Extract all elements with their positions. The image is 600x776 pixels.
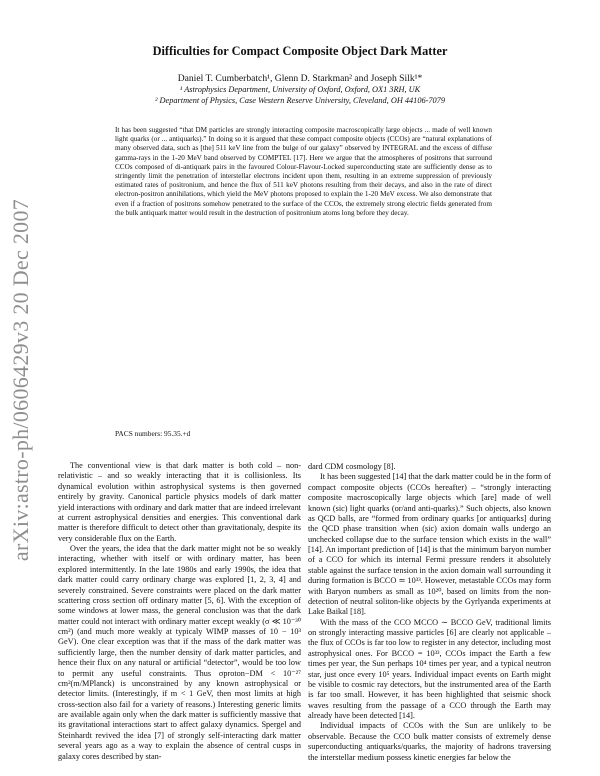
body-column-right: [308, 462, 551, 774]
arxiv-identifier: arXiv:astro-ph/0606429v3 20 Dec 2007: [8, 198, 33, 562]
body-paragraph: Individual impacts of CCOs with the Sun are unlikely to be observable. Because the CCO bulk matter consists of extremely dense superconducting antiquarks/quarks, the majority of hadrons traversing the interstellar medium possess kinetic energies far below the: [308, 721, 551, 762]
affiliation-1: ¹ Astrophysics Department, University of Oxford, Oxford, OX1 3RH, UK: [179, 85, 421, 94]
arxiv-identifier-margin: [6, 175, 36, 585]
paper-title: Difficulties for Compact Composite Object Dark Matter: [152, 44, 448, 58]
affiliation-2: ² Department of Physics, Case Western Reserve University, Cleveland, OH 44106-7079: [155, 95, 445, 105]
pacs-numbers: PACS numbers: 95.35.+d: [115, 429, 191, 438]
author-block: [60, 73, 540, 106]
body-paragraph: The conventional view is that dark matter is both cold – non-relativistic – and so weakly interacting that it is collisionless. Its dynamical evolution within astrophysical systems is then governed entirely by gravity. Canonical particle physics models of dark matter yield interactions with ordinary and dark matter that are indeed irrelevant at current astrophysical densities and energies. This conventional dark matter is therefore difficult to detect other than gravitationaly, despite its very considerable flux on the Earth.: [58, 461, 301, 543]
body-paragraph: With the mass of the CCO MCCO ∼ BCCO GeV, traditional limits on strongly interacting massive particles [6] are clearly not applicable – the flux of CCOs is far too low to register in any detector, including most astrophysical ones. For BCCO = 10³³, CCOs impact the Earth a few times per year, the Sun perhaps 10⁴ times per year, and a typical neutron star, just once every 10⁵ years. Individual impact events on Earth might be visible to cosmic ray detectors, but the instrumented area of the Earth is far too small. However, it has been highlighted that seismic shock waves resulting from the passage of a CCO through the Earth may already have been detected [14].: [308, 617, 551, 720]
abstract: It has been suggested “that DM particles are strongly interacting composite macroscopically large objects ... made of well known light quarks (or ... antiquarks).” In doing so it is argued that these compact composite objects (CCOs) are “natural explanations of many observed data, such as [the] 511 keV line from the bulge of our galaxy” observed by INTEGRAL and the excess of diffuse gamma-rays in the 1-20 MeV band observed by COMPTEL [17]. Here we argue that the atmospheres of positrons that surround CCOs composed of di-antiquark pairs in the favoured Colour-Flavour-Locked superconducting state are sufficiently dense as to stringently limit the penetration of interstellar electrons incident upon them, resulting in an extreme suppression of previously estimated rates of positronium, and hence the flux of 511 keV photons resulting from their decays, and also in the rate of direct electron-positron annihilations, which yield the MeV photons proposed to explain the 1-20 MeV excess. We also demonstrate that even if a fraction of positrons somehow penetrated to the surface of the CCOs, the extremely strong electric fields generated from the bulk antiquark matter would result in the destruction of positronium atoms long before they decay.: [115, 126, 492, 217]
body-paragraph: Over the years, the idea that the dark matter might not be so weakly interacting, whether with itself or with ordinary matter, has been explored intermittently. In the late 1980s and early 1990s, the idea that dark matter could carry ordinary charge was explored [1, 2, 3, 4] and severely constrained. Severe constraints were placed on the dark matter scattering cross section off ordinary matter [5, 6]. With the exception of some windows at lower mass, the general conclusion was that the dark matter could not interact with ordinary matter except weakly (σ ≪ 10⁻³⁰ cm²) (and much more weakly at typicaly WIMP masses of 10 − 10³ GeV). One clear exception was that if the mass of the dark matter was sufficiently large, then the number density of dark matter particles, and hence their flux on any natural or artificial “detector”, would be too low to permit any useful constraints. Thus σproton−DM < 10⁻²⁷ cm²(m/MPlanck) is unconstrained by any known astrophysical or detector limits. (Interestingly, if m < 1 GeV, then most limits at high cross-section also fail for a variety of reasons.) Interesting generic limits are available again only when the dark matter is sufficiently massive that its gravitational interactions start to affect galaxy dynamics. Spergel and Steinhardt revived the idea [7] of strongly self-interacting dark matter several years ago as a way to explain the absence of central cusps in galaxy cores described by stan-: [58, 544, 301, 761]
body-paragraph-continued: dard CDM cosmology [8].: [308, 462, 396, 471]
body-column-left: [58, 461, 301, 773]
author-list: Daniel T. Cumberbatch¹, Glenn D. Starkman² and Joseph Silk¹*: [177, 73, 423, 84]
body-paragraph: It has been suggested [14] that the dark matter could be in the form of compact composite objects (CCOs hereafter) – “strongly interacting composite macroscopically large objects which [are] made of well known (sic) light quarks (or/and anti-quarks).” Such objects, also known as QCD balls, are “formed from ordinary quarks [or antiquarks] during the QCD phase transition when (sic) axion domain walls undergo an unchecked collapse due to the surface tension which exists in the wall” [14]. An important prediction of [14] is that the minimum baryon number of a CCO for which its internal Fermi pressure renders it absolutely stable against the surface tension in the axion domain wall surrounding it during formation is BCCO ≃ 10³³. However, metastable CCOs may form with Baryon numbers as small as 10²⁰, based on limits from the non-detection of neutral soliton-like objects by the Gyrlyanda experiments at Lake Baikal [18].: [308, 472, 551, 617]
